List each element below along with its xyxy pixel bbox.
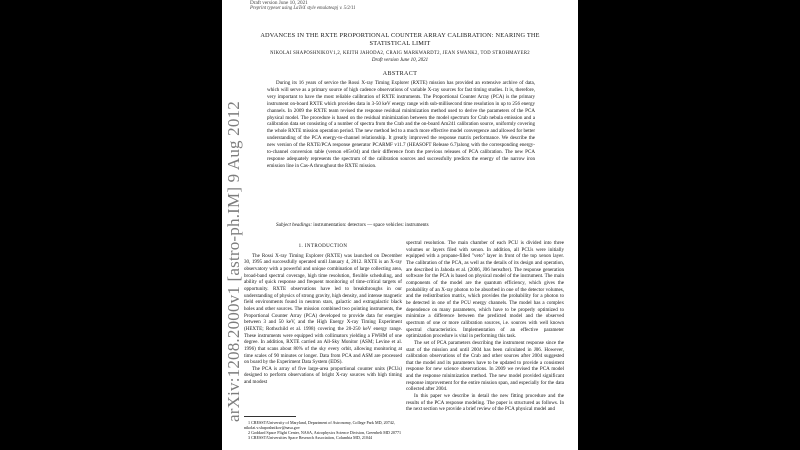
intro-paragraph-2: The PCA is array of five large-area proportional counter units (PCUs) designed to perform observations of bright X-ray sources with high timing and modest	[244, 365, 402, 386]
footnote-3: 3 CRESST/Universities Space Research Association, Columbia MD, 21044	[248, 435, 373, 441]
subject-headings-text: instrumentation: detectors — space vehicles: instruments	[312, 222, 429, 228]
arxiv-identifier: arXiv:1208.2000v1 [astro-ph.IM] 9 Aug 2012	[224, 101, 243, 422]
intro-heading: 1. INTRODUCTION	[298, 244, 348, 249]
footnote-rule	[244, 416, 296, 417]
right-paragraph-1: spectral resolution. The main chamber of each PCU is divided into three volumes or layers filed with xenon. In addition, all PCUs were initially equipped with a propane-filled "veto" layer in front of the top xenon layer. The calibration of the PCA, as well as the details of its design and operation, are described in Jahoda et al. (2006, J06 hereafter). The response generation software for the PCA is based on physical model of the instrument. The main components of the model are the quantum efficiency, which gives the probability of an X-ray photon to be absorbed in one of the detector volumes, and the redistribution matrix, which provides the probability for a photon to be detected in one of the PCU energy channels. The model has a complex dependence on many parameters, which have to be properly optimized to minimize a difference between the predicted model and the observed spectrum of one or more calibration sources, i.e. sources with well known spectral characteristics. Implementation of an effective parameter optimization procedure is vital in performing this task.	[406, 240, 564, 340]
paper-page	[222, 0, 578, 450]
intro-paragraph-1: The Rossi X-ray Timing Explorer (RXTE) was launched on December 30, 1995 and successfully operated until January 4, 2012. RXTE is an X-ray observatory with a powerful and unique combination of large collecting area, broad-band spectral coverage, high time resolution, flexible scheduling, and ability of quick response and frequent monitoring of time-critical targets of opportunity. RXTE observations have led to breakthroughs in our understanding of physics of strong gravity, high density, and intense magnetic field environments found in neutron stars, galactic and extragalactic black holes and other sources. The mission combined two pointing instruments, the Proportional Counter Array (PCA) developed to provide data for energies between 3 and 50 keV, and the High Energy X-ray Timing Experiment (HEXTE; Rothschild et al. 1998) covering the 20-250 keV energy range. These instruments were equipped with collimators yielding a FWHM of one degree. In addition, RXTE carried an All-Sky Monitor (ASM; Levine et al. 1996) that scans about 80% of the sky every orbit, allowing monitoring at time scales of 90 minutes or longer. Data from PCA and ASM are processed on board by the Experiment Data System (EDS).	[244, 252, 402, 366]
right-column	[406, 240, 564, 413]
subject-headings-label: Subject headings:	[276, 222, 313, 228]
footnote-2: 2 Goddard Space Flight Center, NASA, Astrophysics Science Division, Greenbelt MD 20771	[248, 430, 402, 436]
draft-version: Draft version June 10, 2021	[371, 58, 429, 63]
draft-header: Draft version June 10, 2021	[250, 0, 308, 6]
footnotes	[244, 416, 402, 440]
subject-headings	[267, 222, 535, 229]
author-list: NIKOLAI SHAPOSHNIKOV1,2, KEITH JAHODA2, CRAIG MARKWARDT2, JEAN SWANK2, TOD STROHMAYER2	[270, 51, 530, 56]
left-column	[244, 240, 402, 386]
paper-title: ADVANCES IN THE RXTE PROPORTIONAL COUNTER ARRAY CALIBRATION: NEARING THE STATISTICAL LIMIT	[260, 32, 540, 47]
abstract-text: During its 16 years of service the Rossi X-ray Timing Explorer (RXTE) mission has provided an extensive archive of data, which will serve as a primary source of high cadence observations of variable X-ray sources for fast timing studies. It is, therefore, very important to have the most reliable calibration of RXTE instruments. The Proportional Counter Array (PCA) is the primary instrument on-board RXTE which provides data in 3-50 keV energy range with sub-millisecond time resolution in up to 256 energy channels. In 2009 the RXTE team revised the response residual minimization method used to derive the parameters of the PCA physical model. The procedure is based on the residual minimization between the model spectrum for Crab nebula emission and a calibration data set consisting of a number of spectra from the Crab and the on-board Am241 calibration source, uniformly covering the whole RXTE mission operation period. The new method led to a much more effective model convergence and allowed for better understanding of the PCA energy-to-channel relationship. It greatly improved the response matrix performance. We describe the new version of the RXTE/PCA response generator PCARMF v11.7 (HEASOFT Release 6.7)along with the corresponding energy-to-channel conversion table (verson e05v04) and their difference from the previous releases of PCA calibration. The new PCA response adequately represents the spectrum of the calibration sources and successfully predicts the energy of the narrow iron emission line in Cas-A throughout the RXTE mission.	[267, 80, 535, 169]
preprint-header: Preprint typeset using LaTeX style emulateapj v. 5/2/11	[250, 6, 356, 11]
right-paragraph-2: The set of PCA parameters describing the instrument response since the start of the mission and until 2004 has been calculated in J06. However, calibration observations of the Crab and other sources after 2004 suggested that the model and its parameters have to be updated to provide a consistent response for new science observations. In 2009 we revised the PCA model and the response minimization method. The new model provided significant response improvement for the entire mission span, and especially for the data collected after 2004.	[406, 339, 564, 393]
footnote-1: 1 CRESST/University of Maryland, Department of Astronomy, College Park MD, 20742, nikolai.v.shaposhnikov@nasa.gov	[244, 420, 395, 431]
right-paragraph-3: In this paper we describe in detail the new fitting procedure and the results of the PCA response modeling. The paper is structured as follows. In the next section we provide a brief review of the PCA physical model and	[406, 393, 564, 413]
abstract-heading: ABSTRACT	[382, 71, 418, 77]
